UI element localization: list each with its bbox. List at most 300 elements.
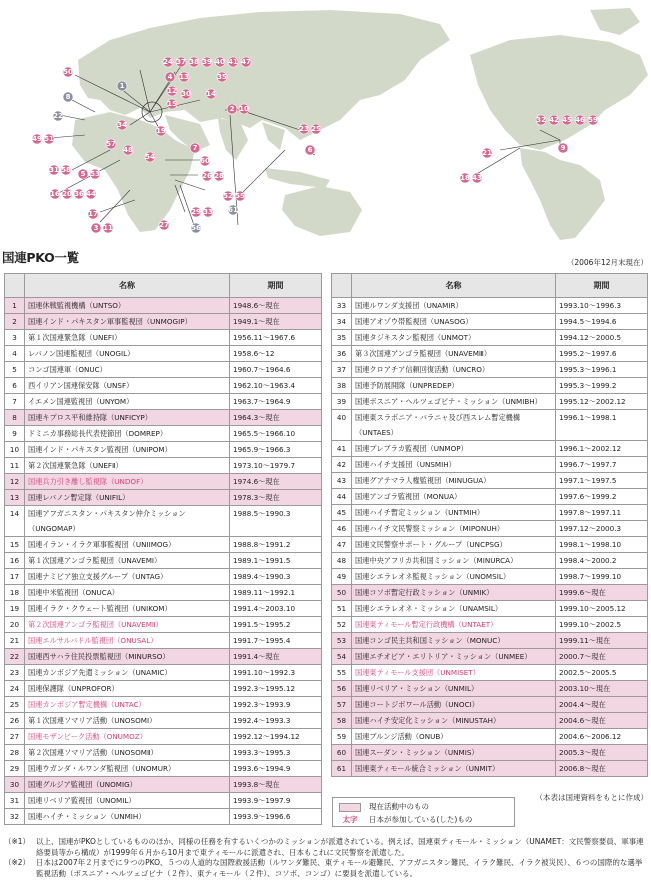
svg-text:14: 14	[206, 90, 216, 98]
row-number: 58	[332, 713, 352, 729]
table-row	[5, 745, 322, 761]
table-row	[5, 809, 322, 825]
table-row	[5, 601, 322, 617]
svg-text:16: 16	[50, 190, 60, 198]
table-row	[5, 633, 322, 649]
row-number: 45	[332, 505, 352, 521]
mission-period: 1964.3～現在	[230, 410, 322, 426]
svg-text:27: 27	[159, 221, 169, 229]
row-number: 11	[5, 458, 25, 474]
mission-period: 1998.4～2000.2	[556, 553, 648, 569]
svg-text:50: 50	[63, 68, 73, 76]
row-number: 4	[5, 346, 25, 362]
table-row	[332, 761, 648, 777]
footnote: （※2） 日本は2007年２月までに９つのPKO、５つの人道的な国際救援活動（ルワンダ難民、東ティモール避難民、アフガニスタン難民、イラク難民、イラク被災民）、６つの国際的な選挙監視活動（ボスニア・ヘルツェゴビナ（２件）、東ティモール（２件）、コソボ、コンゴ）に要員を派遣している。	[4, 858, 643, 878]
row-number: 37	[332, 362, 352, 378]
mission-period: 1993.9～1996.6	[230, 809, 322, 825]
table-row	[5, 537, 322, 553]
row-number: 43	[332, 473, 352, 489]
table-row	[332, 553, 648, 569]
row-number: 5	[5, 362, 25, 378]
mission-period: 2006.8～現在	[556, 761, 648, 777]
svg-text:4: 4	[167, 73, 173, 81]
svg-text:7: 7	[192, 144, 198, 152]
legend-active-swatch	[339, 803, 361, 812]
mission-name: 国連アンゴラ監視団（MONUA）	[352, 489, 556, 505]
mission-period: 1962.10～1963.4	[230, 378, 322, 394]
table-row	[5, 681, 322, 697]
table-row	[5, 298, 322, 314]
svg-text:1: 1	[119, 82, 125, 90]
mission-name: 国連コンゴ民主共和国ミッション（MONUC）	[352, 633, 556, 649]
table-row	[5, 697, 322, 713]
row-number: 41	[332, 441, 352, 457]
row-number: 15	[5, 537, 25, 553]
mission-period: 1993.6～1994.9	[230, 761, 322, 777]
row-number: 26	[5, 713, 25, 729]
row-number: 20	[5, 617, 25, 633]
svg-text:19: 19	[156, 127, 166, 135]
table-row	[332, 330, 648, 346]
svg-text:47: 47	[241, 58, 251, 66]
row-number: 31	[5, 793, 25, 809]
mission-name: レバノン国連監視団（UNOGIL）	[25, 346, 230, 362]
table-row	[332, 505, 648, 521]
svg-text:13: 13	[179, 73, 189, 81]
table-row	[332, 697, 648, 713]
table-row	[5, 426, 322, 442]
svg-text:8: 8	[65, 93, 71, 101]
mission-period: 1974.6～現在	[230, 474, 322, 490]
mission-period: 1958.6～12	[230, 346, 322, 362]
svg-text:3: 3	[93, 224, 99, 232]
svg-text:31: 31	[49, 166, 59, 174]
table-row	[5, 410, 322, 426]
row-number: 36	[332, 346, 352, 362]
mission-name: 国連モザンビーク活動（ONUMOZ）	[25, 729, 230, 745]
mission-name: 国連インド・パキスタン監視団（UNIPOM）	[25, 442, 230, 458]
mission-period: 2005.3～現在	[556, 745, 648, 761]
mission-period: 1995.3～1996.1	[556, 362, 648, 378]
mission-period: 1991.4～現在	[230, 649, 322, 665]
row-number: 54	[332, 649, 352, 665]
row-number: 61	[332, 761, 352, 777]
table-row	[5, 777, 322, 793]
row-number: 13	[5, 490, 25, 506]
mission-name: 国連ハイチ支援団（UNSMIH）	[352, 457, 556, 473]
mission-name: 国連文民警察サポート・グループ（UNCPSG）	[352, 537, 556, 553]
table-row	[5, 569, 322, 585]
row-number: 34	[332, 314, 352, 330]
mission-name: 国連コソボ暫定行政ミッション（UNMIK）	[352, 585, 556, 601]
mission-name: 国連キプロス平和維持隊（UNFICYP）	[25, 410, 230, 426]
row-number: 46	[332, 521, 352, 537]
mission-period: 1996.1～1998.1	[556, 410, 648, 441]
svg-text:6: 6	[307, 146, 313, 154]
as-of-date: （2006年12月末現在）	[566, 258, 648, 267]
row-number: 14	[5, 506, 25, 537]
svg-text:54: 54	[145, 153, 155, 161]
row-number: 10	[5, 442, 25, 458]
col-header-no	[332, 274, 352, 298]
svg-text:23: 23	[299, 125, 309, 133]
row-number: 22	[5, 649, 25, 665]
mission-period: 2004.6～現在	[556, 713, 648, 729]
row-number: 30	[5, 777, 25, 793]
mission-period: 1995.2～1997.6	[556, 346, 648, 362]
mission-name: 国連東スラボニア・バラニャ及び西スレム暫定機構（UNTAES）	[352, 410, 556, 441]
mission-name: 第２次国連ソマリア活動（UNOSOMⅡ）	[25, 745, 230, 761]
mission-name: 国連グルジア監視団（UNOMIG）	[25, 777, 230, 793]
mission-period: 1965.9～1966.3	[230, 442, 322, 458]
row-number: 12	[5, 474, 25, 490]
mission-period: 2002.5～2005.5	[556, 665, 648, 681]
footnote: （※1） 以上、国連がPKOとしているもののほか、同様の任務を有するいくつかのミッションが派遣されている。例えば、国連東ティモール・ミッション（UNAMET：文民警察要員、軍事連絡要員等から構成）が1999年６月から10月まで東ティモールに派遣され、日本もこれに文民警察を派遣した。	[4, 837, 644, 857]
mission-period: 1960.7～1964.6	[230, 362, 322, 378]
svg-text:32: 32	[536, 116, 546, 124]
mission-period: 1948.6～現在	[230, 298, 322, 314]
mission-period: 1991.5～1995.2	[230, 617, 322, 633]
mission-period: 1998.7～1999.10	[556, 569, 648, 585]
mission-name: 第１次国連ソマリア活動（UNOSOMⅠ）	[25, 713, 230, 729]
svg-text:21: 21	[482, 149, 492, 157]
mission-name: 国連クロアチア信頼回復活動（UNCRO）	[352, 362, 556, 378]
mission-name: 国連ウガンダ・ルワンダ監視団（UNOMUR）	[25, 761, 230, 777]
mission-name: 国連グアテマラ人権監視団（MINUGUA）	[352, 473, 556, 489]
row-number: 24	[5, 681, 25, 697]
table-row	[332, 298, 648, 314]
row-number: 48	[332, 553, 352, 569]
row-number: 2	[5, 314, 25, 330]
svg-text:2: 2	[229, 105, 235, 113]
svg-text:57: 57	[106, 140, 116, 148]
col-header-no	[5, 274, 25, 298]
svg-text:30: 30	[181, 90, 191, 98]
row-number: 9	[5, 426, 25, 442]
svg-text:45: 45	[562, 116, 572, 124]
table-row	[332, 314, 648, 330]
mission-name: コンゴ国連軍（ONUC）	[25, 362, 230, 378]
mission-period: 1965.5～1966.10	[230, 426, 322, 442]
row-number: 38	[332, 378, 352, 394]
mission-period: 1991.10～1992.3	[230, 665, 322, 681]
table-row	[5, 793, 322, 809]
mission-period: 1949.1～現在	[230, 314, 322, 330]
mission-name: 国連エチオピア・エリトリア・ミッション（UNMEE）	[352, 649, 556, 665]
svg-text:48: 48	[123, 146, 133, 154]
mission-period: 1996.7～1997.7	[556, 457, 648, 473]
row-number: 8	[5, 410, 25, 426]
row-number: 27	[5, 729, 25, 745]
mission-period: 2004.4～現在	[556, 697, 648, 713]
svg-text:34: 34	[117, 121, 127, 129]
svg-text:56: 56	[191, 224, 201, 232]
mission-period: 1993.8～現在	[230, 777, 322, 793]
row-number: 51	[332, 601, 352, 617]
mission-name: 国連シエラレオネ監視ミッション（UNOMSIL）	[352, 569, 556, 585]
mission-period: 2000.7～現在	[556, 649, 648, 665]
legend	[332, 797, 515, 827]
mission-name: 国連シエラレオネ・ミッション（UNAMSIL）	[352, 601, 556, 617]
mission-name: 国連東ティモール暫定行政機構（UNTAET）	[352, 617, 556, 633]
svg-text:38: 38	[189, 58, 199, 66]
row-number: 39	[332, 394, 352, 410]
row-number: 32	[5, 809, 25, 825]
mission-period: 1995.12～2002.12	[556, 394, 648, 410]
row-number: 7	[5, 394, 25, 410]
row-number: 60	[332, 745, 352, 761]
table-row	[332, 585, 648, 601]
mission-name: 第３次国連アンゴラ監視団（UNAVEMⅢ）	[352, 346, 556, 362]
mission-period: 1993.10～1996.3	[556, 298, 648, 314]
row-number: 1	[5, 298, 25, 314]
table-row	[5, 713, 322, 729]
mission-name: 第１次国連緊急隊（UNEFⅠ）	[25, 330, 230, 346]
svg-text:59: 59	[588, 116, 598, 124]
table-row	[332, 633, 648, 649]
row-number: 17	[5, 569, 25, 585]
mission-name: 国連中央アフリカ共和国ミッション（MINURCA）	[352, 553, 556, 569]
svg-text:17: 17	[88, 210, 98, 218]
svg-text:43: 43	[472, 174, 482, 182]
svg-text:61: 61	[228, 206, 238, 214]
table-row	[5, 665, 322, 681]
table-row	[332, 601, 648, 617]
svg-text:9: 9	[560, 144, 566, 152]
row-number: 42	[332, 457, 352, 473]
mission-name: 国連エルサルバドル監視団（ONUSAL）	[25, 633, 230, 649]
mission-period: 1993.3～1995.3	[230, 745, 322, 761]
mission-name: 国連カンボジア暫定機構（UNTAC）	[25, 697, 230, 713]
mission-name: 西イリアン国連保安隊（UNSF）	[25, 378, 230, 394]
row-number: 47	[332, 537, 352, 553]
table-row	[5, 585, 322, 601]
mission-period: 1956.11～1967.6	[230, 330, 322, 346]
mission-name: 国連コートジボワール活動（UNOCI）	[352, 697, 556, 713]
row-number: 44	[332, 489, 352, 505]
legend-active: 現在活動中のもの	[339, 801, 429, 813]
mission-period: 1992.3～1993.9	[230, 697, 322, 713]
table-row	[5, 378, 322, 394]
table-row	[5, 394, 322, 410]
mission-name: 国連カンボジア先遣ミッション（UNAMIC）	[25, 665, 230, 681]
row-number: 19	[5, 601, 25, 617]
mission-period: 1989.11～1992.1	[230, 585, 322, 601]
row-number: 21	[5, 633, 25, 649]
mission-period: 1988.8～1991.2	[230, 537, 322, 553]
svg-text:60: 60	[200, 157, 210, 165]
table-row	[5, 617, 322, 633]
table-row	[5, 553, 322, 569]
row-number: 18	[5, 585, 25, 601]
svg-text:12: 12	[167, 87, 177, 95]
svg-text:49: 49	[32, 135, 42, 143]
svg-text:41: 41	[228, 58, 238, 66]
row-number: 3	[5, 330, 25, 346]
table-row	[332, 681, 648, 697]
svg-text:42: 42	[549, 116, 559, 124]
table-row	[332, 617, 648, 633]
svg-text:40: 40	[215, 58, 225, 66]
mission-period: 1992.12～1994.12	[230, 729, 322, 745]
svg-text:28: 28	[214, 172, 224, 180]
row-number: 59	[332, 729, 352, 745]
mission-period: 1994.12～2000.5	[556, 330, 648, 346]
row-number: 52	[332, 617, 352, 633]
mission-name: 国連ハイチ文民警察ミッション（MIPONUH）	[352, 521, 556, 537]
mission-period: 1998.1～1998.10	[556, 537, 648, 553]
mission-name: 国連イラク・クウェート監視団（UNIKOM）	[25, 601, 230, 617]
mission-name: 国連リベリア監視団（UNOMIL）	[25, 793, 230, 809]
mission-period: 1991.4～2003.10	[230, 601, 322, 617]
col-header-name: 名称	[352, 274, 556, 298]
table-row	[332, 473, 648, 489]
table-row	[5, 330, 322, 346]
row-number: 55	[332, 665, 352, 681]
table-row	[5, 490, 322, 506]
svg-text:20: 20	[62, 190, 72, 198]
col-header-period: 期間	[556, 274, 648, 298]
mission-name: 国連インド・パキスタン軍事監視団（UNMOGIP）	[25, 314, 230, 330]
svg-text:53: 53	[90, 170, 100, 178]
mission-name: 国連ハイチ安定化ミッション（MINUSTAH）	[352, 713, 556, 729]
mission-name: 国連東ティモール統合ミッション（UNMIT）	[352, 761, 556, 777]
row-number: 25	[5, 697, 25, 713]
table-row	[332, 394, 648, 410]
mission-name: イエメン国連監視団（UNYOM）	[25, 394, 230, 410]
mission-name: 国連兵力引き離し監視隊（UNDOF）	[25, 474, 230, 490]
svg-text:58: 58	[61, 166, 71, 174]
footnotes	[4, 837, 649, 879]
svg-text:35: 35	[217, 73, 227, 81]
table-row	[332, 745, 648, 761]
svg-text:15: 15	[167, 100, 177, 108]
table-row	[5, 314, 322, 330]
svg-text:29: 29	[191, 208, 201, 216]
mission-period: 1999.6～現在	[556, 585, 648, 601]
row-number: 6	[5, 378, 25, 394]
svg-text:22: 22	[53, 112, 63, 120]
table-row	[5, 649, 322, 665]
table-row	[332, 457, 648, 473]
table-row	[332, 410, 648, 441]
mission-period: 1997.6～1999.2	[556, 489, 648, 505]
svg-text:44: 44	[86, 190, 96, 198]
mission-name: 国連アオゾウ帯監視団（UNASOG）	[352, 314, 556, 330]
page-title: 国連PKO一覧	[2, 250, 79, 265]
col-header-name: 名称	[25, 274, 230, 298]
legend-japan-marker: 太字	[342, 815, 358, 824]
mission-period: 1995.3～1999.2	[556, 378, 648, 394]
row-number: 29	[5, 761, 25, 777]
mission-period: 1999.11～現在	[556, 633, 648, 649]
mission-name: 国連休戦監視機構（UNTSO）	[25, 298, 230, 314]
mission-period: 1978.3～現在	[230, 490, 322, 506]
row-number: 33	[332, 298, 352, 314]
svg-text:39: 39	[202, 58, 212, 66]
table-row	[332, 441, 648, 457]
row-number: 40	[332, 410, 352, 441]
svg-text:33: 33	[203, 208, 213, 216]
svg-text:11: 11	[103, 224, 113, 232]
mission-period: 1994.5～1994.6	[556, 314, 648, 330]
mission-period: 1999.10～2002.5	[556, 617, 648, 633]
row-number: 57	[332, 697, 352, 713]
legend-japan: 太字 日本が参加している(した)もの	[339, 814, 472, 826]
mission-name: 国連ハイチ暫定ミッション（UNTMIH）	[352, 505, 556, 521]
mission-name: 国連ブルンジ活動（ONUB）	[352, 729, 556, 745]
table-row	[332, 378, 648, 394]
mission-period: 1991.7～1995.4	[230, 633, 322, 649]
mission-period: 1997.12～2000.3	[556, 521, 648, 537]
table-row	[332, 346, 648, 362]
table-row	[5, 458, 322, 474]
svg-text:26: 26	[202, 172, 212, 180]
row-number: 53	[332, 633, 352, 649]
svg-text:51: 51	[44, 135, 54, 143]
mission-period: 1988.5～1990.3	[230, 506, 322, 537]
mission-name: 第２次国連緊急隊（UNEFⅡ）	[25, 458, 230, 474]
mission-name: 国連予防展開隊（UNPREDEP）	[352, 378, 556, 394]
svg-text:10: 10	[239, 105, 249, 113]
pko-table-left	[4, 273, 322, 825]
table-row	[5, 761, 322, 777]
table-row	[332, 521, 648, 537]
table-row	[332, 713, 648, 729]
mission-name: 国連保護隊（UNPROFOR）	[25, 681, 230, 697]
pko-table-right	[331, 273, 648, 777]
mission-name: 第１次国連アンゴラ監視団（UNAVEMⅠ）	[25, 553, 230, 569]
mission-period: 1989.1～1991.5	[230, 553, 322, 569]
world-map	[0, 0, 651, 240]
row-number: 23	[5, 665, 25, 681]
row-number: 35	[332, 330, 352, 346]
mission-name: 国連西サハラ住民投票監視団（MINURSO）	[25, 649, 230, 665]
mission-name: 第２次国連アンゴラ監視団（UNAVEMⅡ）	[25, 617, 230, 633]
mission-period: 1997.8～1997.11	[556, 505, 648, 521]
mission-name: 国連ルワンダ支援団（UNAMIR）	[352, 298, 556, 314]
table-row	[332, 569, 648, 585]
col-header-period: 期間	[230, 274, 322, 298]
table-row	[332, 489, 648, 505]
svg-text:52: 52	[223, 192, 233, 200]
svg-text:24: 24	[163, 58, 173, 66]
mission-name: 国連ハイチ・ミッション（UNMIH）	[25, 809, 230, 825]
source-note: （本表は国連資料をもとに作成）	[535, 793, 648, 802]
table-row	[5, 729, 322, 745]
row-number: 28	[5, 745, 25, 761]
mission-name: 国連イラン・イラク軍事監視団（UNIIMOG）	[25, 537, 230, 553]
mission-name: 国連ナミビア独立支援グループ（UNTAG）	[25, 569, 230, 585]
svg-text:55: 55	[235, 192, 245, 200]
row-number: 16	[5, 553, 25, 569]
mission-period: 1973.10～1979.7	[230, 458, 322, 474]
table-row	[5, 346, 322, 362]
mission-name: 国連アフガニスタン・パキスタン仲介ミッション（UNGOMAP）	[25, 506, 230, 537]
mission-period: 1999.10～2005.12	[556, 601, 648, 617]
mission-period: 1989.4～1990.3	[230, 569, 322, 585]
mission-period: 1963.7～1964.9	[230, 394, 322, 410]
mission-period: 2004.6～2006.12	[556, 729, 648, 745]
mission-period: 1996.1～2002.12	[556, 441, 648, 457]
mission-name: 国連東ティモール支援団（UNMISET）	[352, 665, 556, 681]
table-row	[332, 665, 648, 681]
table-row	[5, 362, 322, 378]
mission-period: 1997.1～1997.5	[556, 473, 648, 489]
mission-name: 国連中米監視団（ONUCA）	[25, 585, 230, 601]
svg-text:25: 25	[311, 125, 321, 133]
mission-period: 1992.4～1993.3	[230, 713, 322, 729]
